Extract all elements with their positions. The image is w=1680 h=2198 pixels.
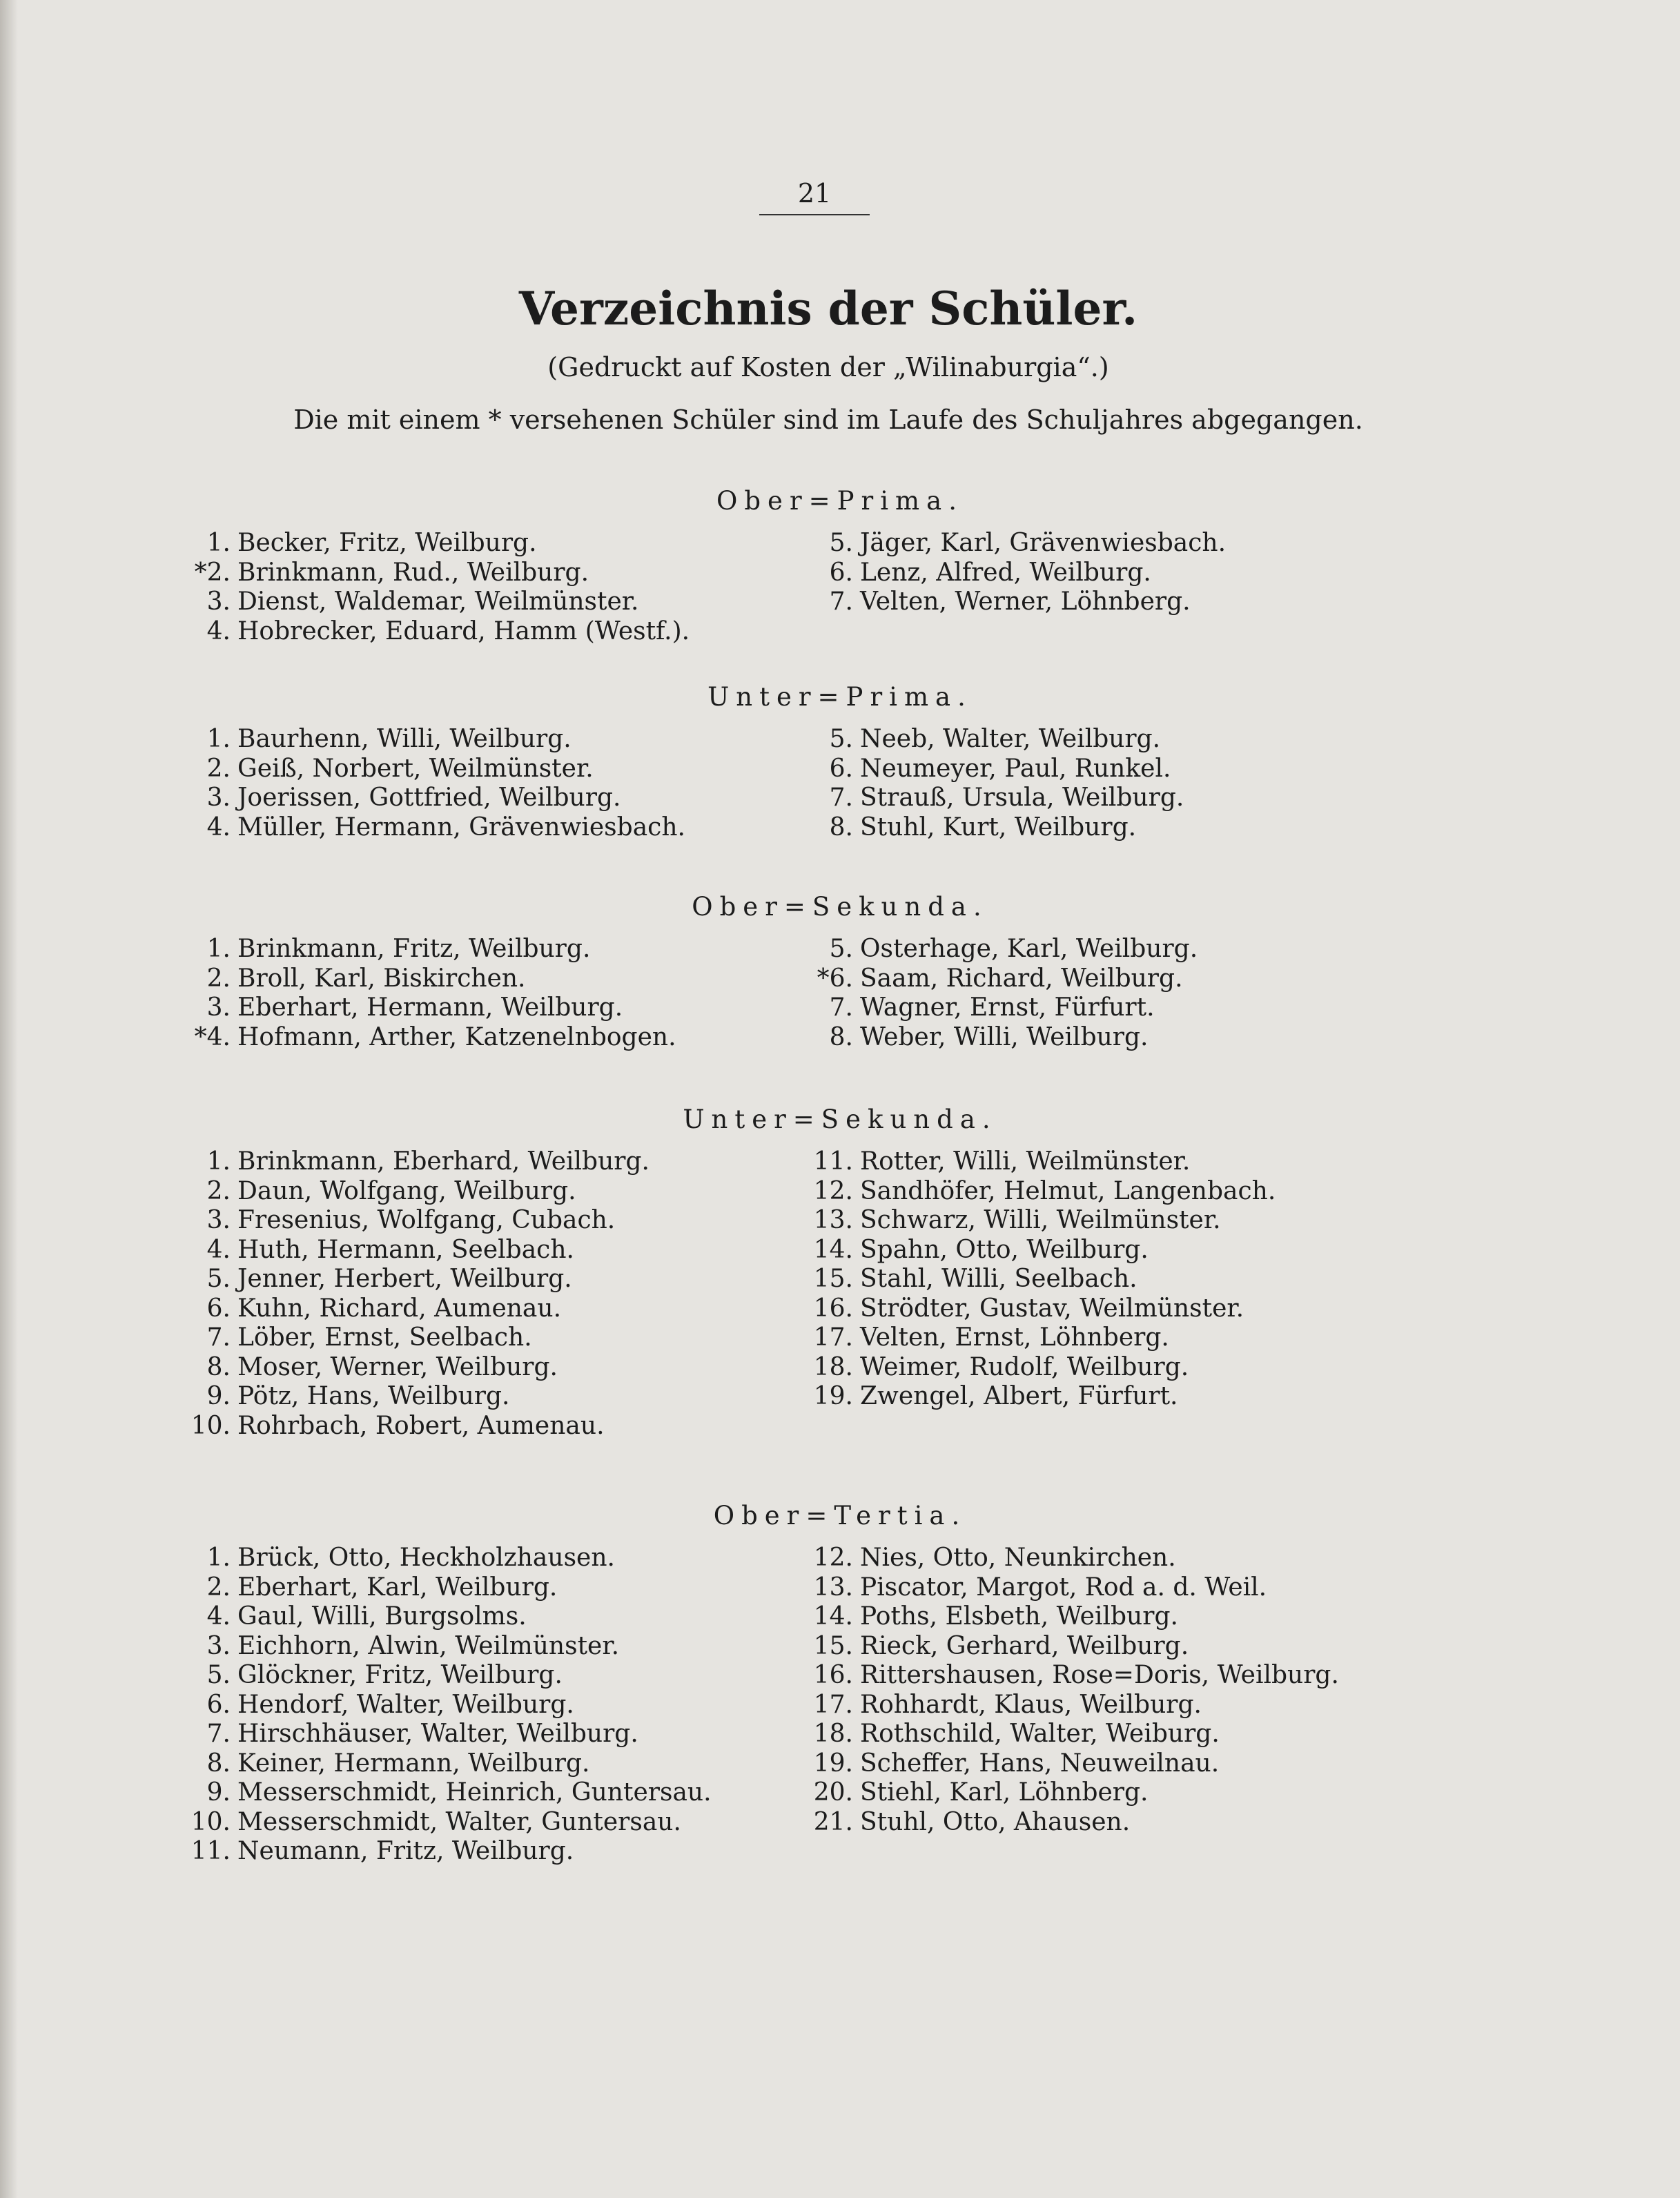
entry-number: 7. [206, 1720, 231, 1748]
entry-number: 4. [206, 616, 231, 645]
entry-text: Broll, Karl, Biskirchen. [237, 964, 526, 993]
entry-text: Schwarz, Willi, Weilmünster. [860, 1206, 1221, 1234]
entry-text: Jenner, Herbert, Weilburg. [237, 1265, 572, 1293]
entry-text: Hobrecker, Eduard, Hamm (Westf.). [237, 616, 690, 645]
list-item [186, 1602, 808, 1632]
entry-number: 14. [813, 1235, 853, 1264]
entry-text: Fresenius, Wolfgang, Cubach. [237, 1206, 616, 1234]
section-unter-sekunda [0, 1102, 1680, 1455]
list-item [186, 617, 808, 647]
list-item [186, 1382, 808, 1412]
entry-number: 5. [206, 1661, 231, 1689]
entry-number: 2. [206, 964, 231, 993]
entry-number: 20. [813, 1778, 853, 1807]
entry-text: Weimer, Rudolf, Weilburg. [860, 1352, 1189, 1381]
entry-text: Hirschhäuser, Walter, Weilburg. [237, 1720, 638, 1748]
entry-number: 6. [829, 754, 853, 783]
list-item [809, 1236, 1499, 1265]
entry-text: Stuhl, Otto, Ahausen. [860, 1807, 1131, 1836]
list-item [809, 1691, 1499, 1720]
list-item [809, 1323, 1499, 1353]
section-heading: Ober=Tertia. [713, 1501, 967, 1530]
entry-number: *2. [194, 558, 231, 587]
entry-text: Scheffer, Hans, Neuweilnau. [860, 1749, 1220, 1778]
entry-text: Dienst, Waldemar, Weilmünster. [237, 587, 639, 616]
entry-number: 13. [813, 1573, 853, 1602]
list-item [186, 1778, 808, 1808]
entry-number: *4. [194, 1022, 231, 1051]
entry-number: 18. [813, 1352, 853, 1381]
list-item [186, 1023, 808, 1053]
entry-text: Velten, Ernst, Löhnberg. [860, 1323, 1169, 1352]
entry-number: 13. [813, 1206, 853, 1234]
list-item [186, 1177, 808, 1207]
entry-text: Becker, Fritz, Weilburg. [237, 529, 537, 557]
entry-text: Neumann, Fritz, Weilburg. [237, 1837, 574, 1865]
entry-text: Piscator, Margot, Rod a. d. Weil. [860, 1573, 1267, 1602]
student-list-left [186, 1147, 808, 1441]
section-heading: Ober=Prima. [716, 486, 964, 516]
entry-text: Kuhn, Richard, Aumenau. [237, 1294, 562, 1323]
entry-number: 3. [206, 1206, 231, 1234]
list-item [186, 1412, 808, 1441]
entry-number: 10. [191, 1807, 231, 1836]
entry-number: 1. [206, 935, 231, 963]
list-item [186, 1353, 808, 1383]
entry-number: 3. [206, 784, 231, 812]
entry-number: 17. [813, 1323, 853, 1352]
entry-number: 10. [191, 1411, 231, 1440]
entry-text: Velten, Werner, Löhnberg. [860, 587, 1191, 616]
list-item [809, 755, 1499, 784]
list-item [809, 1177, 1499, 1207]
entry-number: 3. [206, 993, 231, 1022]
list-item [809, 1661, 1499, 1691]
entry-number: 5. [829, 529, 853, 557]
list-item [809, 993, 1499, 1023]
list-item [186, 755, 808, 784]
entry-number: 21. [813, 1807, 853, 1836]
list-item [186, 725, 808, 755]
list-item [186, 529, 808, 558]
list-item [186, 1323, 808, 1353]
entry-text: Baurhenn, Willi, Weilburg. [237, 725, 572, 753]
entry-text: Daun, Wolfgang, Weilburg. [237, 1176, 576, 1205]
list-item [809, 935, 1499, 964]
list-item [186, 993, 808, 1023]
list-item [809, 1023, 1499, 1053]
entry-number: 7. [829, 587, 853, 616]
entry-number: 8. [206, 1352, 231, 1381]
entry-number: 9. [206, 1382, 231, 1410]
page-title: Verzeichnis der Schüler. [518, 282, 1138, 335]
list-item [809, 1544, 1499, 1573]
section-ober-tertia [0, 1498, 1680, 1879]
entry-text: Stahl, Willi, Seelbach. [860, 1265, 1137, 1293]
list-item [809, 1147, 1499, 1177]
list-item [186, 964, 808, 994]
entry-number: 19. [813, 1749, 853, 1778]
entry-text: Hofmann, Arther, Katzenelnbogen. [237, 1022, 676, 1051]
entry-text: Gaul, Willi, Burgsolms. [237, 1602, 527, 1631]
entry-number: 14. [813, 1602, 853, 1631]
entry-text: Jäger, Karl, Grävenwiesbach. [860, 529, 1227, 557]
entry-text: Brinkmann, Eberhard, Weilburg. [237, 1147, 649, 1176]
entry-number: 2. [206, 1176, 231, 1205]
entry-text: Rothschild, Walter, Weiburg. [860, 1720, 1220, 1748]
entry-number: 5. [206, 1265, 231, 1293]
student-list-left [186, 725, 808, 842]
entry-number: 8. [206, 1749, 231, 1778]
section-heading: Unter=Sekunda. [683, 1105, 997, 1134]
entry-text: Eichhorn, Alwin, Weilmünster. [237, 1631, 620, 1660]
entry-text: Sandhöfer, Helmut, Langenbach. [860, 1176, 1276, 1205]
entry-number: 15. [813, 1265, 853, 1293]
list-item [809, 1265, 1499, 1294]
list-item [809, 529, 1499, 558]
entry-number: 2. [206, 1573, 231, 1602]
list-item [186, 1206, 808, 1236]
entry-number: 8. [829, 1022, 853, 1051]
list-item [186, 1720, 808, 1749]
entry-text: Stiehl, Karl, Löhnberg. [860, 1778, 1149, 1807]
entry-text: Joerissen, Gottfried, Weilburg. [237, 784, 621, 812]
entry-number: 5. [829, 725, 853, 753]
entry-text: Moser, Werner, Weilburg. [237, 1352, 558, 1381]
list-item [186, 1236, 808, 1265]
entry-text: Rittershausen, Rose=Doris, Weilburg. [860, 1661, 1339, 1689]
entry-text: Strödter, Gustav, Weilmünster. [860, 1294, 1244, 1323]
entry-text: Zwengel, Albert, Fürfurt. [860, 1382, 1178, 1410]
list-item [809, 1720, 1499, 1749]
entry-text: Lenz, Alfred, Weilburg. [860, 558, 1151, 587]
list-item [809, 587, 1499, 617]
list-item [186, 1661, 808, 1691]
list-item [186, 1837, 808, 1867]
entry-number: 19. [813, 1382, 853, 1410]
entry-number: 7. [829, 993, 853, 1022]
footnote-legend: Die mit einem * versehenen Schüler sind im Laufe des Schuljahres abgegangen. [293, 405, 1363, 435]
entry-number: 12. [813, 1544, 853, 1572]
list-item [186, 1632, 808, 1662]
entry-text: Poths, Elsbeth, Weilburg. [860, 1602, 1178, 1631]
list-item [186, 1749, 808, 1779]
list-item [809, 784, 1499, 813]
list-item [809, 1294, 1499, 1324]
entry-number: 4. [206, 1602, 231, 1631]
list-item [809, 813, 1499, 843]
entry-text: Rieck, Gerhard, Weilburg. [860, 1631, 1189, 1660]
list-item [809, 1573, 1499, 1603]
entry-text: Löber, Ernst, Seelbach. [237, 1323, 532, 1352]
list-item [186, 813, 808, 843]
student-list-left [186, 529, 808, 646]
entry-text: Nies, Otto, Neunkirchen. [860, 1544, 1176, 1572]
entry-number: 11. [191, 1837, 231, 1865]
entry-number: 1. [206, 529, 231, 557]
entry-text: Müller, Hermann, Grävenwiesbach. [237, 813, 685, 842]
list-item [186, 1544, 808, 1573]
entry-text: Pötz, Hans, Weilburg. [237, 1382, 510, 1410]
list-item [186, 587, 808, 617]
list-item [809, 1778, 1499, 1808]
entry-text: Osterhage, Karl, Weilburg. [860, 935, 1198, 963]
list-item [809, 1632, 1499, 1662]
page-number: 21 [759, 178, 870, 215]
entry-text: Neeb, Walter, Weilburg. [860, 725, 1161, 753]
list-item [809, 964, 1499, 994]
entry-number: 18. [813, 1720, 853, 1748]
list-item [186, 1265, 808, 1294]
entry-text: Wagner, Ernst, Fürfurt. [860, 993, 1155, 1022]
entry-number: 3. [206, 1631, 231, 1660]
entry-text: Eberhart, Hermann, Weilburg. [237, 993, 623, 1022]
student-list-right [809, 935, 1499, 1052]
list-item [186, 558, 808, 588]
entry-number: 9. [206, 1778, 231, 1807]
entry-number: 3. [206, 587, 231, 616]
entry-text: Saam, Richard, Weilburg. [860, 964, 1183, 993]
student-list-right [809, 529, 1499, 617]
list-item [809, 1353, 1499, 1383]
entry-text: Hendorf, Walter, Weilburg. [237, 1690, 574, 1719]
list-item [809, 1382, 1499, 1412]
entry-number: 12. [813, 1176, 853, 1205]
student-list-left [186, 1544, 808, 1867]
list-item [809, 1749, 1499, 1779]
entry-number: 16. [813, 1294, 853, 1323]
entry-number: 6. [829, 558, 853, 587]
entry-number: 17. [813, 1690, 853, 1719]
entry-text: Messerschmidt, Walter, Guntersau. [237, 1807, 681, 1836]
entry-text: Rohhardt, Klaus, Weilburg. [860, 1690, 1202, 1719]
entry-text: Stuhl, Kurt, Weilburg. [860, 813, 1137, 842]
list-item [186, 1808, 808, 1838]
list-item [809, 1206, 1499, 1236]
student-list-right [809, 1544, 1499, 1837]
list-item [186, 935, 808, 964]
entry-text: Rotter, Willi, Weilmünster. [860, 1147, 1191, 1176]
entry-number: 16. [813, 1661, 853, 1689]
entry-number: 8. [829, 813, 853, 842]
entry-text: Brinkmann, Fritz, Weilburg. [237, 935, 591, 963]
student-list-left [186, 935, 808, 1052]
student-list-right [809, 1147, 1499, 1412]
section-heading: Ober=Sekunda. [692, 892, 988, 922]
entry-text: Glöckner, Fritz, Weilburg. [237, 1661, 563, 1689]
entry-number: 1. [206, 725, 231, 753]
entry-number: 7. [206, 1323, 231, 1352]
list-item [809, 725, 1499, 755]
entry-text: Neumeyer, Paul, Runkel. [860, 754, 1171, 783]
list-item [809, 558, 1499, 588]
entry-text: Huth, Hermann, Seelbach. [237, 1235, 574, 1264]
student-list-right [809, 725, 1499, 842]
entry-text: Geiß, Norbert, Weilmünster. [237, 754, 594, 783]
list-item [186, 1147, 808, 1177]
entry-number: 2. [206, 754, 231, 783]
entry-number: 5. [829, 935, 853, 963]
entry-text: Rohrbach, Robert, Aumenau. [237, 1411, 605, 1440]
entry-number: 7. [829, 784, 853, 812]
list-item [186, 1294, 808, 1324]
entry-text: Spahn, Otto, Weilburg. [860, 1235, 1149, 1264]
entry-number: 1. [206, 1544, 231, 1572]
entry-text: Brinkmann, Rud., Weilburg. [237, 558, 589, 587]
list-item [186, 1573, 808, 1603]
list-item [809, 1602, 1499, 1632]
section-heading: Unter=Prima. [707, 682, 973, 712]
entry-number: 4. [206, 1235, 231, 1264]
entry-text: Eberhart, Karl, Weilburg. [237, 1573, 558, 1602]
entry-number: 4. [206, 813, 231, 842]
entry-number: *6. [817, 964, 853, 993]
entry-number: 6. [206, 1294, 231, 1323]
entry-number: 11. [813, 1147, 853, 1176]
entry-number: 6. [206, 1690, 231, 1719]
entry-number: 1. [206, 1147, 231, 1176]
entry-number: 15. [813, 1631, 853, 1660]
list-item [186, 1691, 808, 1720]
entry-text: Keiner, Hermann, Weilburg. [237, 1749, 590, 1778]
entry-text: Strauß, Ursula, Weilburg. [860, 784, 1184, 812]
entry-text: Brück, Otto, Heckholzhausen. [237, 1544, 615, 1572]
subtitle: (Gedruckt auf Kosten der „Wilinaburgia“.) [547, 352, 1109, 382]
entry-text: Messerschmidt, Heinrich, Guntersau. [237, 1778, 712, 1807]
entry-text: Weber, Willi, Weilburg. [860, 1022, 1149, 1051]
list-item [809, 1808, 1499, 1838]
list-item [186, 784, 808, 813]
